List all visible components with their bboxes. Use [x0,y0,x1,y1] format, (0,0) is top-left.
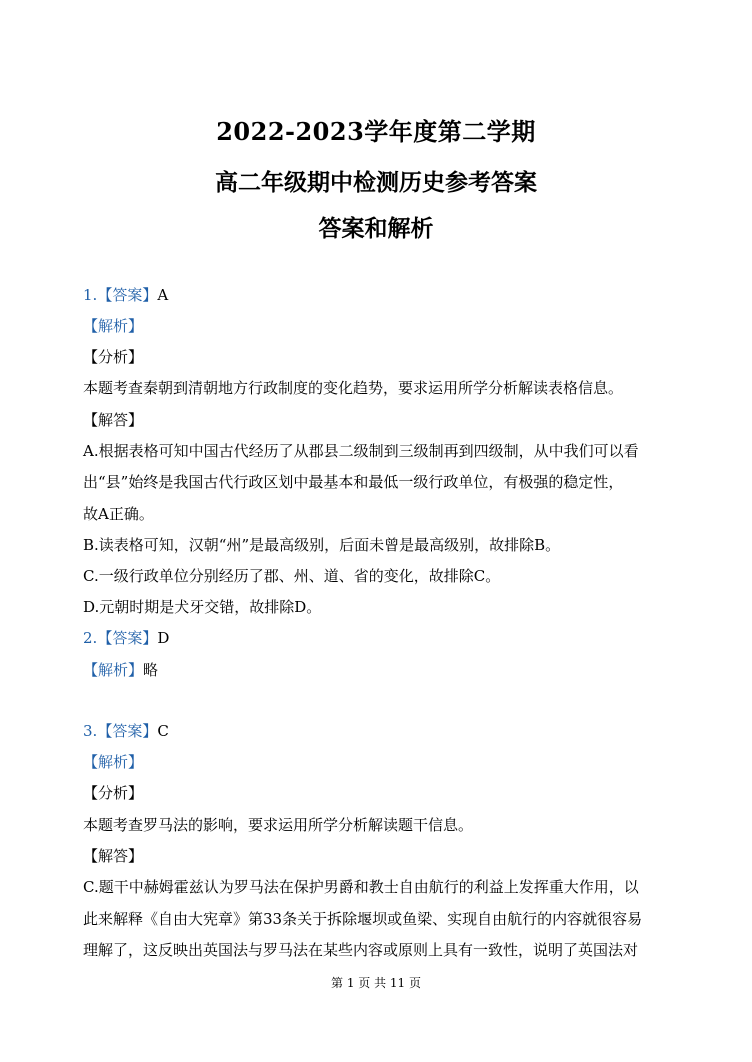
q1-number: 1. [83,286,98,304]
q3-option-c-line1: C.题干中赫姆霍兹认为罗马法在保护男爵和教士自由航行的利益上发挥重大作用，以 [83,878,639,896]
q1-answer-line [83,285,168,305]
q1-option-b: B.读表格可知，汉朝“州”是最高级别，后面未曾是最高级别，故排除B。 [83,536,561,554]
q3-answer-line [83,721,169,741]
q1-answer-value: A [157,286,169,304]
q1-option-d: D.元朝时期是犬牙交错，故排除D。 [83,598,322,616]
q3-jieda-tag: 【解答】 [83,847,144,865]
q3-number: 3. [83,722,98,740]
q2-number: 2. [83,629,98,647]
page-footer: 第 1 页 共 11 页 [331,976,421,990]
q3-fenxi-tag: 【分析】 [83,784,144,802]
section-heading: 答案和解析 [318,215,434,242]
q2-jiexi-tag: 【解析】 [83,661,144,679]
q1-option-a-line3: 故A正确。 [83,505,154,523]
q3-option-c-line2: 此来解释《自由大宪章》第33条关于拆除堰坝或鱼梁、实现自由航行的内容就很容易 [83,910,643,928]
q1-fenxi-tag: 【分析】 [83,348,144,366]
q3-jiexi-tag: 【解析】 [83,753,144,771]
q1-analysis-text: 本题考查秦朝到清朝地方行政制度的变化趋势，要求运用所学分析解读表格信息。 [83,379,624,397]
q1-option-a-line1: A.根据表格可知中国古代经历了从郡县二级制到三级制再到四级制，从中我们可以看 [83,442,639,460]
q2-jiexi-line [83,660,158,680]
q2-answer-value: D [157,629,170,647]
q1-option-c: C.一级行政单位分别经历了郡、州、道、省的变化，故排除C。 [83,567,501,585]
q1-jieda-tag: 【解答】 [83,411,144,429]
q1-jiexi-tag: 【解析】 [83,317,144,335]
q2-answer-line [83,628,169,648]
q3-analysis-text: 本题考查罗马法的影响，要求运用所学分析解读题干信息。 [83,816,474,834]
document-title: 2022-2023学年度第二学期 [216,117,536,146]
q1-answer-tag: 【答案】 [97,286,158,304]
q2-brief: 略 [143,661,159,679]
document-subtitle: 高二年级期中检测历史参考答案 [215,169,537,196]
q3-option-c-line3: 理解了，这反映出英国法与罗马法在某些内容或原则上具有一致性，说明了英国法对 [83,941,639,959]
q2-answer-tag: 【答案】 [97,629,158,647]
q1-option-a-line2: 出“县”始终是我国古代行政区划中最基本和最低一级行政单位，有极强的稳定性， [83,473,624,491]
q3-answer-tag: 【答案】 [97,722,158,740]
q3-answer-value: C [157,722,169,740]
